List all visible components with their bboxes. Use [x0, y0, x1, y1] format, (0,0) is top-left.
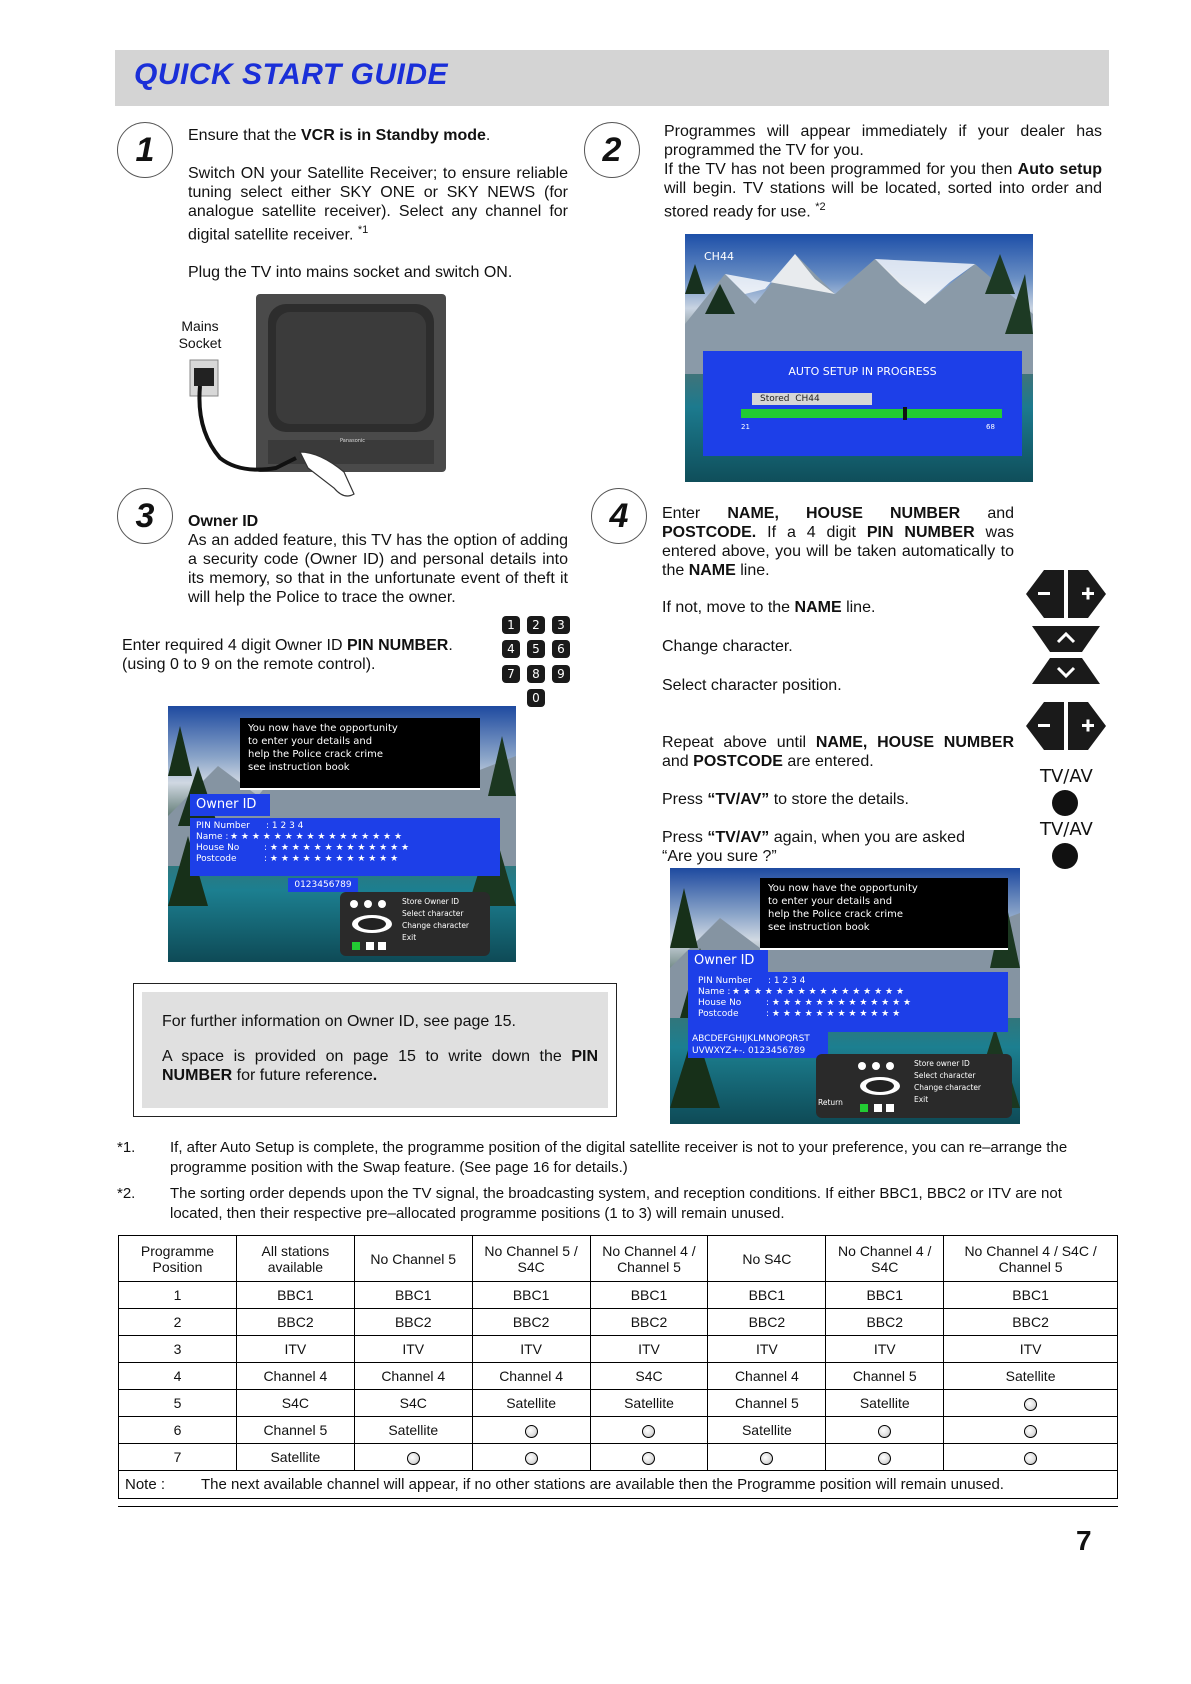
- owner-id-message: You now have the opportunity to enter your details and help the Police crack crime see instruction book: [248, 723, 398, 773]
- auto-setup-panel: [703, 351, 1022, 456]
- table-cell: Channel 4: [354, 1363, 472, 1390]
- footnote-1-mark: *1.: [117, 1139, 136, 1156]
- table-cell: BBC2: [944, 1309, 1118, 1336]
- owner-id-help-panel: Store Owner ID Select character Change character Exit: [340, 892, 490, 956]
- character-strip: ABCDEFGHIJKLMNOPQRST UVWXYZ+-. 0123456789: [688, 1032, 828, 1058]
- table-cell: Satellite: [944, 1363, 1118, 1390]
- table-cell: [708, 1444, 826, 1471]
- range-start: 21: [741, 423, 750, 431]
- key-7: 7: [502, 665, 520, 683]
- tv-plug-illustration: [180, 290, 460, 510]
- table-cell: Satellite: [826, 1390, 944, 1417]
- table-cell: Satellite: [236, 1444, 354, 1471]
- table-cell: 4: [119, 1363, 237, 1390]
- unused-position-icon: [760, 1452, 773, 1465]
- table-row: [119, 1336, 1118, 1363]
- table-header: No Channel 4 / S4C / Channel 5: [944, 1236, 1118, 1282]
- table-cell: 2: [119, 1309, 237, 1336]
- step-2-text: Programmes will appear immediately if your dealer has programmed the TV for you. If the TV has not been programmed for you then Auto setup will begin. TV stations will be located, sorted into order and stored ready for use. $^{*2}$: [664, 123, 1102, 221]
- owner-id-form-2: PIN Number : 1 2 3 4 Name : ★ ★ ★ ★ ★ ★ ★ ★ ★ ★ ★ ★ ★ ★ ★ ★ House No : ★ ★ ★ ★ ★ ★ ★ ★ ★ ★ ★ ★ ★ Postcode : ★ ★ ★ ★ ★ ★ ★ ★ ★ ★ ★ ★: [688, 972, 1008, 1032]
- table-cell: BBC1: [826, 1282, 944, 1309]
- progress-marker: [903, 407, 907, 420]
- table-cell: [826, 1417, 944, 1444]
- table-cell: [354, 1444, 472, 1471]
- step-4-number: 4: [591, 488, 647, 544]
- table-cell: BBC2: [826, 1309, 944, 1336]
- step-1-text: Ensure that the VCR is in Standby mode. Switch ON your Satellite Receiver; to ensure reliable tuning select either SKY ONE or SKY NEWS (for analogue satellite receiver). Select any channel for digital satellite receiver. $^{*1}$ Plug the TV into mains socket and switch ON.: [188, 127, 568, 282]
- table-cell: BBC1: [708, 1282, 826, 1309]
- remote-direction-buttons: [1020, 560, 1112, 760]
- key-2: 2: [527, 616, 545, 634]
- table-header: No Channel 4 / Channel 5: [590, 1236, 708, 1282]
- table-header: Programme Position: [119, 1236, 237, 1282]
- table-cell: 3: [119, 1336, 237, 1363]
- key-0: 0: [527, 689, 545, 707]
- unused-position-icon: [1024, 1398, 1037, 1411]
- key-6: 6: [552, 640, 570, 658]
- table-cell: [826, 1444, 944, 1471]
- footnote-2-text: The sorting order depends upon the TV signal, the broadcasting system, and reception conditions. If either BBC1, BBC2 or ITV are not located, then their respective pre–allocated programme positions (1 to 3) will remain unused.: [170, 1185, 1062, 1222]
- unused-position-icon: [878, 1452, 891, 1465]
- table-header: No Channel 4 / S4C: [826, 1236, 944, 1282]
- unused-position-icon: [1024, 1425, 1037, 1438]
- table-cell: Channel 5: [236, 1417, 354, 1444]
- table-note: Note : The next available channel will appear, if no other stations are available then the Programme position will remain unused.: [119, 1471, 1118, 1499]
- owner-id-message-box: [240, 718, 480, 790]
- step-3-text: Owner ID As an added feature, this TV has the option of adding a security code (Owner ID) and personal details into its memory, so that in the unfortunate event of theft it will help the Police to trace the owner.: [188, 513, 568, 606]
- key-8: 8: [527, 665, 545, 683]
- table-cell: [944, 1444, 1118, 1471]
- page-number: 7: [1076, 1525, 1092, 1556]
- table-cell: S4C: [590, 1363, 708, 1390]
- table-header: No S4C: [708, 1236, 826, 1282]
- table-row: [119, 1444, 1118, 1471]
- table-cell: 6: [119, 1417, 237, 1444]
- table-cell: 1: [119, 1282, 237, 1309]
- table-cell: BBC1: [590, 1282, 708, 1309]
- programme-position-table: [118, 1235, 1118, 1499]
- volume-minus-plus-icon: [1026, 570, 1106, 618]
- up-arrow-icon: [1032, 626, 1100, 652]
- range-end: 68: [986, 423, 995, 431]
- table-cell: Channel 5: [708, 1390, 826, 1417]
- footnotes: [117, 1138, 1117, 1224]
- table-cell: BBC2: [236, 1309, 354, 1336]
- table-cell: Channel 4: [472, 1363, 590, 1390]
- owner-id-title-tab: Owner ID: [190, 794, 270, 816]
- table-cell: Satellite: [590, 1390, 708, 1417]
- step-3-number: 3: [117, 488, 173, 544]
- channel-indicator: CH44: [704, 250, 734, 263]
- key-4: 4: [502, 640, 520, 658]
- page-title: QUICK START GUIDE: [134, 58, 449, 91]
- table-cell: ITV: [708, 1336, 826, 1363]
- owner-id-info-box: For further information on Owner ID, see page 15. A space is provided on page 15 to write down the PIN NUMBER for future reference.: [133, 983, 617, 1117]
- table-cell: S4C: [354, 1390, 472, 1417]
- table-row: [119, 1417, 1118, 1444]
- channel-minus-plus-icon: [1026, 702, 1106, 750]
- footnote-1-text: If, after Auto Setup is complete, the programme position of the digital satellite receiver is not to your preference, you can re–arrange the programme position with the Swap feature. (See page 16 for details.): [170, 1139, 1068, 1176]
- table-cell: Satellite: [708, 1417, 826, 1444]
- unused-position-icon: [525, 1425, 538, 1438]
- stored-channel-field: Stored CH44: [752, 393, 872, 405]
- table-row: [119, 1282, 1118, 1309]
- key-5: 5: [527, 640, 545, 658]
- auto-setup-screen: [685, 234, 1033, 482]
- table-cell: ITV: [472, 1336, 590, 1363]
- table-cell: BBC2: [708, 1309, 826, 1336]
- digits-strip: 0123456789: [288, 878, 358, 892]
- table-cell: ITV: [826, 1336, 944, 1363]
- table-cell: BBC2: [354, 1309, 472, 1336]
- table-header: All stations available: [236, 1236, 354, 1282]
- programme-position-table-wrap: [118, 1235, 1118, 1499]
- table-cell: BBC2: [472, 1309, 590, 1336]
- tvav-button-icon-2: [1052, 843, 1078, 869]
- tv-brand-logo: Panasonic: [340, 438, 366, 444]
- unused-position-icon: [525, 1452, 538, 1465]
- owner-id-screen-2: [670, 868, 1020, 1124]
- table-cell: BBC2: [590, 1309, 708, 1336]
- table-cell: [472, 1444, 590, 1471]
- table-cell: [590, 1417, 708, 1444]
- table-header: No Channel 5: [354, 1236, 472, 1282]
- unused-position-icon: [878, 1425, 891, 1438]
- owner-id-message-2: You now have the opportunity to enter your details and help the Police crack crime see instruction book: [768, 883, 918, 933]
- step-1-number: 1: [117, 122, 173, 178]
- step-2-number: 2: [584, 122, 640, 178]
- bottom-rule: [118, 1506, 1118, 1507]
- table-cell: Channel 4: [236, 1363, 354, 1390]
- table-cell: ITV: [590, 1336, 708, 1363]
- tvav-label-2: TV/AV: [1040, 819, 1093, 840]
- table-cell: 5: [119, 1390, 237, 1417]
- table-cell: S4C: [236, 1390, 354, 1417]
- table-cell: Satellite: [472, 1390, 590, 1417]
- progress-bar: [741, 409, 1002, 418]
- key-9: 9: [552, 665, 570, 683]
- owner-id-help-panel-2: Return Store owner ID Select character Change character Exit: [816, 1054, 1012, 1118]
- table-cell: BBC1: [944, 1282, 1118, 1309]
- unused-position-icon: [407, 1452, 420, 1465]
- mains-socket-label: Mains Socket: [178, 318, 222, 351]
- down-arrow-icon: [1032, 658, 1100, 684]
- table-cell: [944, 1417, 1118, 1444]
- owner-id-title-tab-2: Owner ID: [688, 950, 768, 972]
- table-cell: BBC1: [354, 1282, 472, 1309]
- owner-id-message-box-2: [760, 878, 1008, 950]
- footnote-2-mark: *2.: [117, 1185, 136, 1202]
- table-cell: BBC1: [236, 1282, 354, 1309]
- table-cell: Channel 4: [708, 1363, 826, 1390]
- table-cell: Satellite: [354, 1417, 472, 1444]
- table-cell: ITV: [354, 1336, 472, 1363]
- table-cell: ITV: [236, 1336, 354, 1363]
- number-keypad: [502, 616, 572, 708]
- table-cell: Channel 5: [826, 1363, 944, 1390]
- tvav-label-1: TV/AV: [1040, 766, 1093, 787]
- table-cell: BBC1: [472, 1282, 590, 1309]
- tvav-button-icon-1: [1052, 790, 1078, 816]
- key-3: 3: [552, 616, 570, 634]
- table-cell: [944, 1390, 1118, 1417]
- step-4-instructions: Enter NAME, HOUSE NUMBER and POSTCODE. If a 4 digit PIN NUMBER was entered above, you will be taken automatically to the NAME line. If not, move to the NAME line. Change character. Select character position. Repeat above until NAME, HOUSE NUMBER and POSTCODE are entered. Press “TV/AV” to store the details. Press “TV/AV” again, when you are asked “Are you sure ?”: [662, 505, 1015, 865]
- table-row: [119, 1363, 1118, 1390]
- unused-position-icon: [1024, 1452, 1037, 1465]
- table-cell: [590, 1444, 708, 1471]
- unused-position-icon: [642, 1425, 655, 1438]
- unused-position-icon: [642, 1452, 655, 1465]
- table-row: [119, 1390, 1118, 1417]
- table-cell: ITV: [944, 1336, 1118, 1363]
- key-1: 1: [502, 616, 520, 634]
- owner-id-screen-1: [168, 706, 516, 962]
- table-cell: 7: [119, 1444, 237, 1471]
- step-3-enter-pin: Enter required 4 digit Owner ID PIN NUMBER. (using 0 to 9 on the remote control).: [122, 637, 453, 673]
- table-row: [119, 1309, 1118, 1336]
- auto-setup-status: AUTO SETUP IN PROGRESS: [788, 365, 937, 378]
- table-cell: [472, 1417, 590, 1444]
- owner-id-form: PIN Number : 1 2 3 4 Name : ★ ★ ★ ★ ★ ★ ★ ★ ★ ★ ★ ★ ★ ★ ★ ★ House No : ★ ★ ★ ★ ★ ★ ★ ★ ★ ★ ★ ★ ★ Postcode : ★ ★ ★ ★ ★ ★ ★ ★ ★ ★ ★ ★: [190, 818, 500, 876]
- table-header: No Channel 5 / S4C: [472, 1236, 590, 1282]
